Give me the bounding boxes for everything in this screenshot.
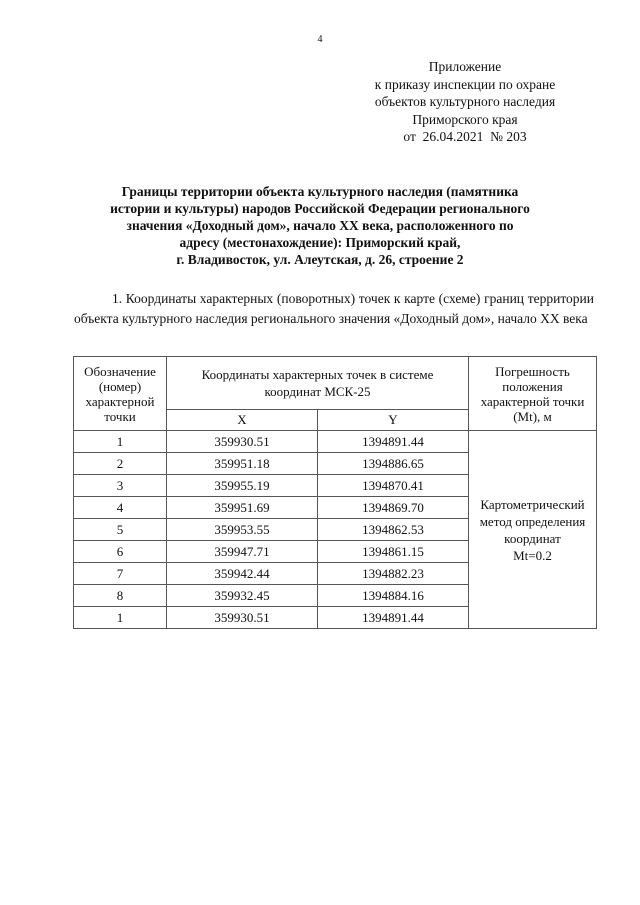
point-number: 5 bbox=[74, 519, 167, 541]
header-accuracy-line: характерной точки bbox=[480, 393, 585, 409]
header-coordinates-line: координат МСК-25 bbox=[264, 384, 371, 399]
accuracy-note bbox=[469, 431, 597, 629]
coord-x: 359955.19 bbox=[167, 475, 318, 497]
table-row bbox=[74, 431, 597, 453]
coord-y: 1394862.53 bbox=[318, 519, 469, 541]
coord-y: 1394869.70 bbox=[318, 497, 469, 519]
appendix-order-ref-2: объектов культурного наследия bbox=[374, 94, 556, 109]
title-line: г. Владивосток, ул. Алеутская, д. 26, строение 2 bbox=[176, 252, 464, 267]
header-accuracy-line: (Mt), м bbox=[513, 408, 552, 424]
coord-x: 359932.45 bbox=[167, 585, 318, 607]
coord-x: 359947.71 bbox=[167, 541, 318, 563]
coord-y: 1394886.65 bbox=[318, 453, 469, 475]
accuracy-note-line: координат bbox=[504, 530, 561, 546]
header-accuracy-line: положения bbox=[502, 378, 563, 394]
title-line: истории и культуры) народов Российской Федерации регионального bbox=[110, 201, 530, 216]
header-designation-line: (номер) bbox=[98, 378, 142, 394]
header-accuracy bbox=[469, 357, 597, 431]
point-number: 3 bbox=[74, 475, 167, 497]
point-number: 7 bbox=[74, 563, 167, 585]
header-designation-line: точки bbox=[104, 408, 136, 424]
header-y: Y bbox=[318, 410, 469, 431]
coord-y: 1394891.44 bbox=[318, 607, 469, 629]
title-line: значения «Доходный дом», начало XX века, расположенного по bbox=[126, 218, 514, 233]
coord-x: 359930.51 bbox=[167, 607, 318, 629]
intro-text: 1. Координаты характерных (поворотных) точек к карте (схеме) границ территории объекта культурного наследия регионального значения «Доходный дом», начало XX века bbox=[74, 291, 594, 326]
appendix-order-ref: к приказу инспекции по охране bbox=[374, 76, 556, 92]
coord-y: 1394870.41 bbox=[318, 475, 469, 497]
point-number: 6 bbox=[74, 541, 167, 563]
coord-x: 359951.69 bbox=[167, 497, 318, 519]
coord-y: 1394882.23 bbox=[318, 563, 469, 585]
header-designation bbox=[74, 357, 167, 431]
coord-x: 359942.44 bbox=[167, 563, 318, 585]
coordinates-table bbox=[73, 356, 597, 629]
header-x: X bbox=[167, 410, 318, 431]
coord-y: 1394891.44 bbox=[318, 431, 469, 453]
coord-x: 359953.55 bbox=[167, 519, 318, 541]
point-number: 8 bbox=[74, 585, 167, 607]
appendix-block bbox=[335, 58, 595, 146]
header-accuracy-line: Погрешность bbox=[495, 363, 570, 379]
header-designation-line: Обозначение bbox=[84, 363, 156, 379]
point-number: 1 bbox=[74, 607, 167, 629]
header-coordinates-line: Координаты характерных точек в системе bbox=[201, 367, 434, 382]
header-designation-line: характерной bbox=[85, 393, 155, 409]
point-number: 2 bbox=[74, 453, 167, 475]
coord-x: 359930.51 bbox=[167, 431, 318, 453]
accuracy-note-line: Картометрический bbox=[480, 496, 585, 512]
coord-y: 1394884.16 bbox=[318, 585, 469, 607]
table-header-row bbox=[74, 357, 597, 410]
title-line: адресу (местонахождение): Приморский край, bbox=[179, 235, 461, 250]
accuracy-note-line: Mt=0.2 bbox=[513, 547, 552, 563]
document-title bbox=[80, 183, 560, 268]
coord-y: 1394861.15 bbox=[318, 541, 469, 563]
appendix-region: Приморского края bbox=[412, 111, 518, 127]
coord-x: 359951.18 bbox=[167, 453, 318, 475]
point-number: 1 bbox=[74, 431, 167, 453]
intro-paragraph bbox=[74, 289, 594, 329]
point-number: 4 bbox=[74, 497, 167, 519]
appendix-date-number: от 26.04.2021 № 203 bbox=[403, 129, 527, 144]
header-coordinates bbox=[167, 357, 469, 410]
title-line: Границы территории объекта культурного наследия (памятника bbox=[121, 184, 519, 199]
accuracy-note-line: метод определения bbox=[479, 513, 586, 529]
page-number: 4 bbox=[317, 34, 323, 45]
appendix-label: Приложение bbox=[428, 59, 502, 74]
